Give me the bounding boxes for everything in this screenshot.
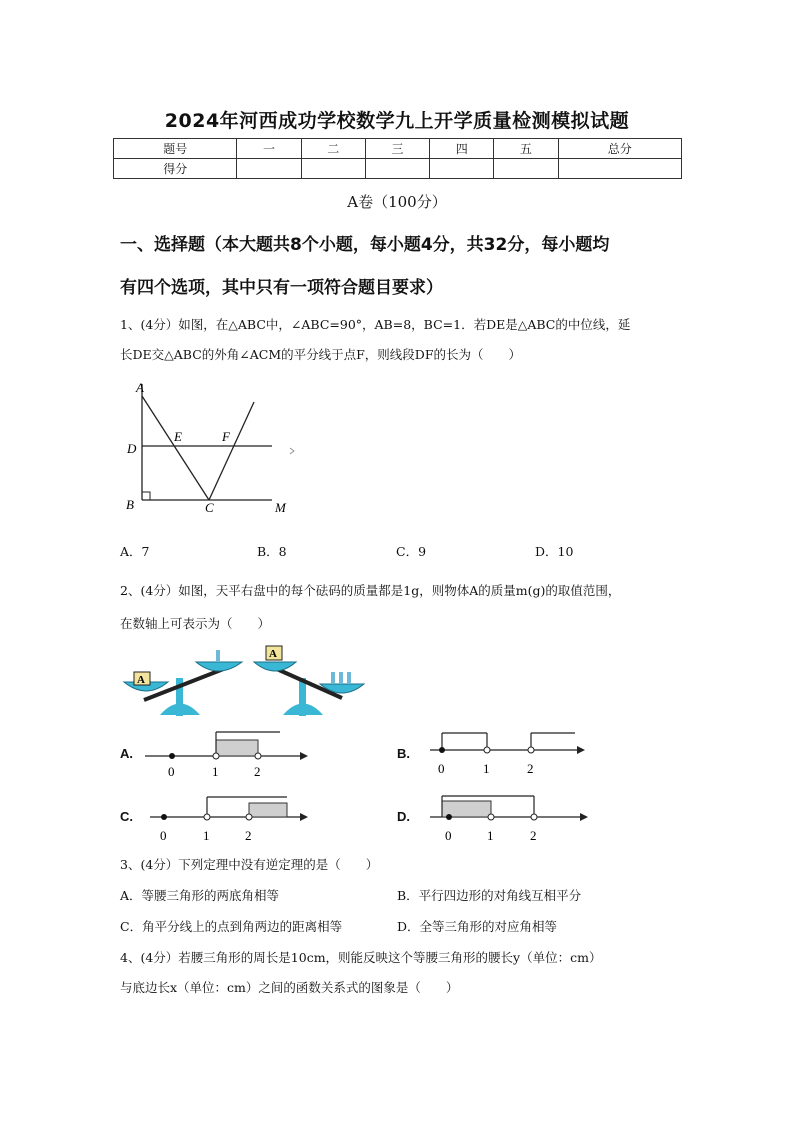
tick-label: 1	[487, 828, 494, 843]
shaded-interval	[216, 740, 258, 756]
tick-label: 0	[168, 764, 175, 779]
q1-text-line2: 长DE交△ABC的外角∠ACM的平分线于点F，则线段DF的长为（ ）	[120, 347, 522, 362]
solid-point	[161, 814, 167, 820]
weight-icon	[339, 672, 343, 684]
open-point	[484, 747, 490, 753]
right-angle-mark	[142, 492, 150, 500]
score-cell: 总分	[558, 139, 681, 159]
score-input-cell	[301, 159, 365, 179]
open-point	[528, 747, 534, 753]
score-input-cell	[430, 159, 494, 179]
q3-option-a: A．等腰三角形的两底角相等	[120, 888, 280, 903]
label-a: A	[136, 380, 144, 395]
weight-icon	[216, 650, 220, 662]
score-input-cell	[558, 159, 681, 179]
score-table	[113, 138, 682, 179]
score-cell: 题号	[114, 139, 237, 159]
label-f: F	[222, 429, 230, 444]
tick-label: 1	[483, 761, 490, 776]
score-table-score-row	[114, 159, 682, 179]
q1-text-line1: 1、(4分）如图，在△ABC中，∠ABC=90°，AB=8，BC=1．若DE是△ABC的中位线，延	[120, 317, 631, 332]
q3-option-b: B．平行四边形的对角线互相平分	[397, 888, 582, 903]
q2-balance-figure	[120, 642, 370, 718]
open-point	[531, 814, 537, 820]
q1-option-a: A．7	[120, 544, 150, 559]
object-a-label: A	[269, 648, 277, 660]
tick-label: 1	[203, 828, 210, 843]
segment-ac	[142, 396, 209, 500]
arrow-icon	[580, 813, 588, 821]
weight-icon	[347, 672, 351, 684]
arrow-icon	[300, 813, 308, 821]
q3-text-line1: 3、(4分）下列定理中没有逆定理的是（ ）	[120, 857, 379, 872]
q3-option-d: D．全等三角形的对应角相等	[397, 919, 558, 934]
q2-option-d-label: D.	[397, 809, 410, 824]
section-heading-line2: 有四个选项，其中只有一项符合题目要求）	[120, 278, 443, 298]
angle-bisector-cf	[209, 402, 254, 500]
tick-label: 2	[530, 828, 537, 843]
q4-text-line2: 与底边长x（单位：cm）之间的函数关系式的图象是（ ）	[120, 980, 459, 995]
arrow-icon	[577, 746, 585, 754]
q1-triangle-figure	[120, 378, 300, 518]
score-table-header-row	[114, 139, 682, 159]
tick-label: 2	[527, 761, 534, 776]
q2-option-a-label: A.	[120, 746, 133, 761]
open-point	[213, 753, 219, 759]
balance-pan	[196, 662, 242, 671]
open-point	[488, 814, 494, 820]
q2-number-line-d	[425, 793, 600, 848]
q2-text-line1: 2、(4分）如图，天平右盘中的每个砝码的质量都是1g，则物体A的质量m(g)的取值范围，	[120, 583, 621, 598]
weight-icon	[331, 672, 335, 684]
score-cell: 一	[237, 139, 301, 159]
score-cell: 五	[494, 139, 558, 159]
score-input-cell	[365, 159, 429, 179]
tick-label: 0	[438, 761, 445, 776]
q2-option-b-label: B.	[397, 746, 410, 761]
q1-option-d: D．10	[535, 544, 574, 559]
q2-text-line2: 在数轴上可表示为（ ）	[120, 616, 271, 631]
paper-label: A卷（100分）	[347, 193, 447, 211]
solid-point	[446, 814, 452, 820]
open-point	[246, 814, 252, 820]
q2-number-line-c	[145, 793, 320, 848]
paragraph-mark-icon	[290, 448, 294, 454]
score-cell: 二	[301, 139, 365, 159]
tick-label: 0	[160, 828, 167, 843]
tick-label: 2	[245, 828, 252, 843]
tick-label: 1	[212, 764, 219, 779]
arrow-icon	[300, 752, 308, 760]
section-heading-line1: 一、选择题（本大题共8个小题，每小题4分，共32分，每小题均	[120, 235, 610, 255]
q4-text-line1: 4、(4分）若腰三角形的周长是10cm，则能反映这个等腰三角形的腰长y（单位：cm）	[120, 950, 602, 965]
open-point	[204, 814, 210, 820]
shaded-interval	[249, 803, 287, 817]
balance-pan	[254, 662, 296, 671]
q1-option-c: C．9	[396, 544, 427, 559]
score-cell: 四	[430, 139, 494, 159]
score-cell: 得分	[114, 159, 237, 179]
open-point	[255, 753, 261, 759]
label-m: M	[275, 500, 286, 515]
label-e: E	[174, 429, 182, 444]
tick-label: 0	[445, 828, 452, 843]
label-b: B	[126, 497, 134, 512]
tick-label: 2	[254, 764, 261, 779]
score-input-cell	[237, 159, 301, 179]
q2-number-line-b	[425, 728, 600, 783]
exam-title: 2024年河西成功学校数学九上开学质量检测模拟试题	[164, 110, 630, 132]
q2-number-line-a	[140, 728, 315, 783]
q2-option-c-label: C.	[120, 809, 133, 824]
score-input-cell	[494, 159, 558, 179]
score-cell: 三	[365, 139, 429, 159]
q1-option-b: B．8	[257, 544, 287, 559]
label-c: C	[205, 500, 214, 515]
solid-point	[439, 747, 445, 753]
object-a-label: A	[137, 674, 145, 686]
q3-option-c: C．角平分线上的点到角两边的距离相等	[120, 919, 343, 934]
solid-point	[169, 753, 175, 759]
label-d: D	[127, 441, 137, 456]
